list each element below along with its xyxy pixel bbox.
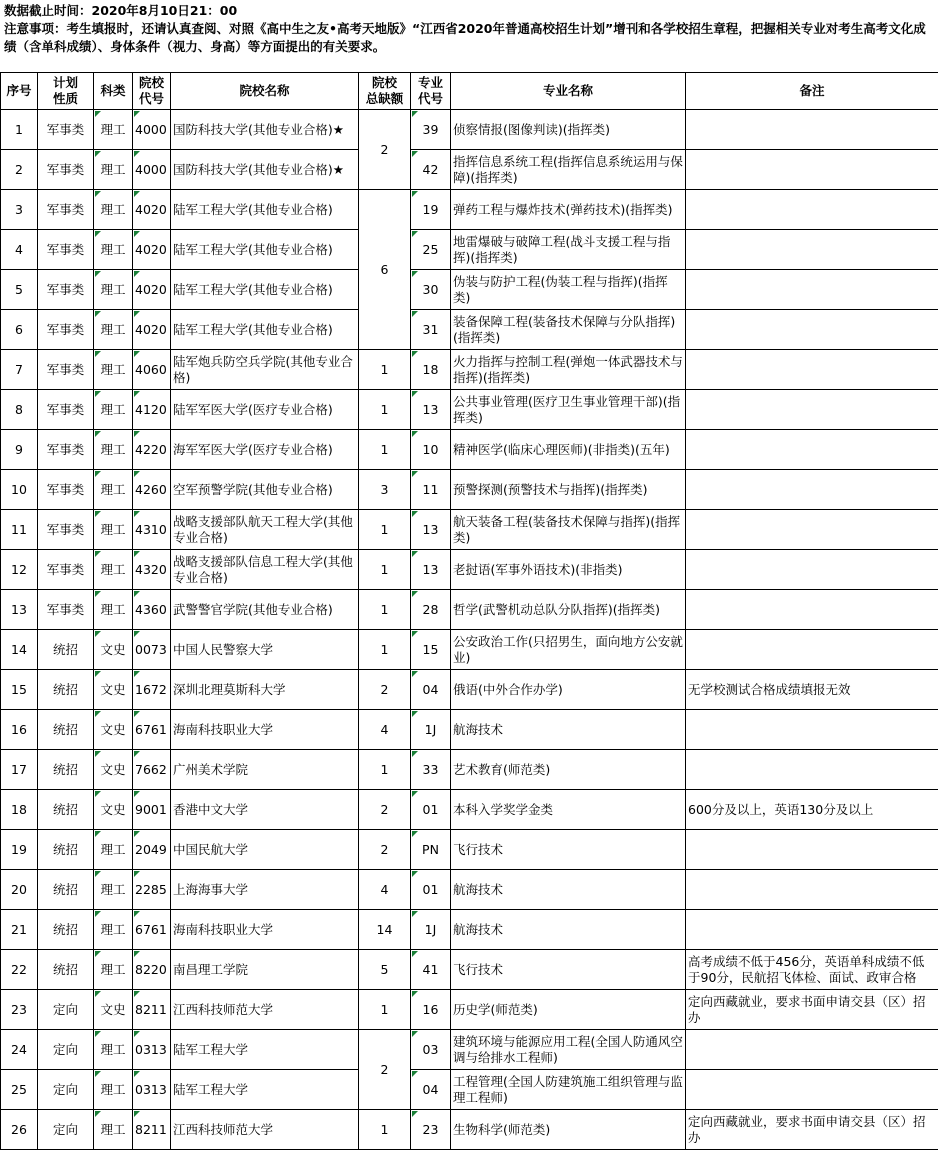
major-name-cell: 公共事业管理(医疗卫生事业管理干部)(指挥类): [451, 390, 686, 430]
category-cell: 理工: [94, 830, 133, 870]
school-name-cell: 国防科技大学(其他专业合格)★: [171, 150, 359, 190]
plan-nature-cell: 定向: [38, 1070, 94, 1110]
major-name-cell: 装备保障工程(装备技术保障与分队指挥)(指挥类): [451, 310, 686, 350]
major-code-cell: 18: [411, 350, 451, 390]
category-cell: 理工: [94, 910, 133, 950]
total-gap-cell: 1: [359, 630, 411, 670]
plan-nature-cell: 军事类: [38, 150, 94, 190]
category-cell: 理工: [94, 1030, 133, 1070]
plan-nature-cell: 统招: [38, 830, 94, 870]
plan-nature-cell: 军事类: [38, 510, 94, 550]
major-name-cell: 生物科学(师范类): [451, 1110, 686, 1150]
note-cell: [686, 630, 938, 670]
major-name-cell: 飞行技术: [451, 950, 686, 990]
plan-nature-cell: 军事类: [38, 310, 94, 350]
school-code-cell: 6761: [133, 910, 171, 950]
table-row: [1, 1070, 938, 1110]
note-cell: 无学校测试合格成绩填报无效: [686, 670, 938, 710]
column-header-category: 科类: [94, 73, 133, 110]
plan-nature-cell: 定向: [38, 990, 94, 1030]
school-code-cell: 4020: [133, 190, 171, 230]
major-code-cell: 16: [411, 990, 451, 1030]
major-code-cell: 1J: [411, 710, 451, 750]
total-gap-cell: 2: [359, 670, 411, 710]
school-code-cell: 7662: [133, 750, 171, 790]
note-cell: [686, 510, 938, 550]
plan-nature-cell: 定向: [38, 1030, 94, 1070]
school-code-cell: 4120: [133, 390, 171, 430]
row-number-cell: 26: [1, 1110, 38, 1150]
table-row: [1, 230, 938, 270]
school-name-cell: 空军预警学院(其他专业合格): [171, 470, 359, 510]
row-number-cell: 17: [1, 750, 38, 790]
note-cell: [686, 190, 938, 230]
major-code-cell: 04: [411, 1070, 451, 1110]
major-code-cell: 39: [411, 110, 451, 150]
major-code-cell: 13: [411, 390, 451, 430]
major-name-cell: 公安政治工作(只招男生，面向地方公安就业): [451, 630, 686, 670]
column-header-no: 序号: [1, 73, 38, 110]
major-name-cell: 精神医学(临床心理医师)(非指类)(五年): [451, 430, 686, 470]
row-number-cell: 1: [1, 110, 38, 150]
plan-nature-cell: 军事类: [38, 390, 94, 430]
major-code-cell: 28: [411, 590, 451, 630]
school-name-cell: 海军军医大学(医疗专业合格): [171, 430, 359, 470]
category-cell: 理工: [94, 190, 133, 230]
note-cell: 定向西藏就业，要求书面申请交县（区）招办: [686, 1110, 938, 1150]
school-name-cell: 江西科技师范大学: [171, 1110, 359, 1150]
row-number-cell: 3: [1, 190, 38, 230]
table-row: [1, 390, 938, 430]
plan-nature-cell: 军事类: [38, 190, 94, 230]
major-name-cell: 飞行技术: [451, 830, 686, 870]
row-number-cell: 7: [1, 350, 38, 390]
school-name-cell: 中国人民警察大学: [171, 630, 359, 670]
major-code-cell: 13: [411, 550, 451, 590]
total-gap-cell: 3: [359, 470, 411, 510]
school-code-cell: 4000: [133, 110, 171, 150]
category-cell: 理工: [94, 870, 133, 910]
plan-nature-cell: 统招: [38, 790, 94, 830]
plan-nature-cell: 军事类: [38, 110, 94, 150]
major-code-cell: 31: [411, 310, 451, 350]
table-row: [1, 670, 938, 710]
school-code-cell: 8220: [133, 950, 171, 990]
table-row: [1, 990, 938, 1030]
school-code-cell: 4360: [133, 590, 171, 630]
category-cell: 理工: [94, 150, 133, 190]
plan-nature-cell: 军事类: [38, 270, 94, 310]
school-code-cell: 8211: [133, 1110, 171, 1150]
row-number-cell: 18: [1, 790, 38, 830]
note-cell: [686, 590, 938, 630]
total-gap-cell: 1: [359, 430, 411, 470]
note-cell: [686, 550, 938, 590]
plan-nature-cell: 统招: [38, 870, 94, 910]
school-code-cell: 4220: [133, 430, 171, 470]
category-cell: 理工: [94, 510, 133, 550]
table-row: [1, 430, 938, 470]
table-row: [1, 310, 938, 350]
plan-nature-cell: 军事类: [38, 590, 94, 630]
major-name-cell: 历史学(师范类): [451, 990, 686, 1030]
school-code-cell: 2049: [133, 830, 171, 870]
row-number-cell: 19: [1, 830, 38, 870]
row-number-cell: 5: [1, 270, 38, 310]
major-code-cell: 15: [411, 630, 451, 670]
plan-nature-cell: 统招: [38, 750, 94, 790]
note-cell: [686, 830, 938, 870]
row-number-cell: 16: [1, 710, 38, 750]
note-cell: [686, 1030, 938, 1070]
plan-nature-cell: 军事类: [38, 230, 94, 270]
plan-nature-cell: 统招: [38, 670, 94, 710]
row-number-cell: 8: [1, 390, 38, 430]
total-gap-cell: 2: [359, 110, 411, 190]
school-name-cell: 国防科技大学(其他专业合格)★: [171, 110, 359, 150]
total-gap-cell: 2: [359, 830, 411, 870]
table-row: [1, 470, 938, 510]
total-gap-cell: 1: [359, 390, 411, 430]
table-row: [1, 350, 938, 390]
table-row: [1, 1110, 938, 1150]
column-header-total-gap: 院校 总缺额: [359, 73, 411, 110]
major-code-cell: 30: [411, 270, 451, 310]
total-gap-cell: 1: [359, 510, 411, 550]
category-cell: 理工: [94, 1070, 133, 1110]
major-code-cell: 42: [411, 150, 451, 190]
total-gap-cell: 1: [359, 350, 411, 390]
table-row: [1, 950, 938, 990]
row-number-cell: 4: [1, 230, 38, 270]
row-number-cell: 13: [1, 590, 38, 630]
major-name-cell: 地雷爆破与破障工程(战斗支援工程与指挥)(指挥类): [451, 230, 686, 270]
category-cell: 文史: [94, 710, 133, 750]
major-code-cell: 10: [411, 430, 451, 470]
school-code-cell: 0313: [133, 1070, 171, 1110]
row-number-cell: 6: [1, 310, 38, 350]
table-body: [1, 110, 938, 1150]
table-row: [1, 510, 938, 550]
major-name-cell: 航海技术: [451, 710, 686, 750]
column-header-major-name: 专业名称: [451, 73, 686, 110]
major-name-cell: 预警探测(预警技术与指挥)(指挥类): [451, 470, 686, 510]
major-code-cell: 11: [411, 470, 451, 510]
major-code-cell: 03: [411, 1030, 451, 1070]
table-row: [1, 190, 938, 230]
school-name-cell: 陆军工程大学(其他专业合格): [171, 310, 359, 350]
major-name-cell: 航海技术: [451, 870, 686, 910]
category-cell: 理工: [94, 590, 133, 630]
category-cell: 文史: [94, 750, 133, 790]
table-row: [1, 790, 938, 830]
school-name-cell: 陆军工程大学: [171, 1030, 359, 1070]
school-code-cell: 0073: [133, 630, 171, 670]
plan-nature-cell: 军事类: [38, 430, 94, 470]
row-number-cell: 21: [1, 910, 38, 950]
total-gap-cell: 1: [359, 750, 411, 790]
major-code-cell: 01: [411, 870, 451, 910]
category-cell: 文史: [94, 990, 133, 1030]
plan-nature-cell: 统招: [38, 950, 94, 990]
category-cell: 文史: [94, 670, 133, 710]
category-cell: 文史: [94, 630, 133, 670]
school-code-cell: 6761: [133, 710, 171, 750]
table-row: [1, 270, 938, 310]
note-cell: [686, 430, 938, 470]
school-name-cell: 战略支援部队信息工程大学(其他专业合格): [171, 550, 359, 590]
total-gap-cell: 4: [359, 710, 411, 750]
table-row: [1, 550, 938, 590]
school-code-cell: 4020: [133, 230, 171, 270]
table-row: [1, 750, 938, 790]
category-cell: 理工: [94, 270, 133, 310]
row-number-cell: 2: [1, 150, 38, 190]
table-row: [1, 150, 938, 190]
major-code-cell: 04: [411, 670, 451, 710]
major-name-cell: 弹药工程与爆炸技术(弹药技术)(指挥类): [451, 190, 686, 230]
note-cell: [686, 1070, 938, 1110]
admission-plan-table: [0, 72, 938, 1150]
school-name-cell: 陆军炮兵防空兵学院(其他专业合格): [171, 350, 359, 390]
school-name-cell: 海南科技职业大学: [171, 910, 359, 950]
note-cell: 定向西藏就业，要求书面申请交县（区）招办: [686, 990, 938, 1030]
major-code-cell: 13: [411, 510, 451, 550]
category-cell: 理工: [94, 230, 133, 270]
school-name-cell: 深圳北理莫斯科大学: [171, 670, 359, 710]
note-cell: 高考成绩不低于456分，英语单科成绩不低于90分，民航招飞体检、面试、政审合格: [686, 950, 938, 990]
school-name-cell: 陆军工程大学: [171, 1070, 359, 1110]
school-code-cell: 4260: [133, 470, 171, 510]
total-gap-cell: 2: [359, 790, 411, 830]
major-code-cell: 23: [411, 1110, 451, 1150]
note-cell: [686, 910, 938, 950]
note-cell: [686, 390, 938, 430]
school-code-cell: 4320: [133, 550, 171, 590]
major-code-cell: 01: [411, 790, 451, 830]
table-row: [1, 110, 938, 150]
school-name-cell: 南昌理工学院: [171, 950, 359, 990]
note-cell: [686, 110, 938, 150]
row-number-cell: 23: [1, 990, 38, 1030]
school-name-cell: 战略支援部队航天工程大学(其他专业合格): [171, 510, 359, 550]
school-code-cell: 2285: [133, 870, 171, 910]
table-row: [1, 630, 938, 670]
table-row: [1, 830, 938, 870]
major-name-cell: 工程管理(全国人防建筑施工组织管理与监理工程师): [451, 1070, 686, 1110]
note-cell: [686, 150, 938, 190]
row-number-cell: 20: [1, 870, 38, 910]
row-number-cell: 9: [1, 430, 38, 470]
column-header-school-name: 院校名称: [171, 73, 359, 110]
major-name-cell: 航海技术: [451, 910, 686, 950]
row-number-cell: 14: [1, 630, 38, 670]
school-code-cell: 4020: [133, 270, 171, 310]
note-cell: [686, 230, 938, 270]
school-name-cell: 陆军工程大学(其他专业合格): [171, 190, 359, 230]
major-name-cell: 老挝语(军事外语技术)(非指类): [451, 550, 686, 590]
major-code-cell: 25: [411, 230, 451, 270]
school-name-cell: 上海海事大学: [171, 870, 359, 910]
total-gap-cell: 4: [359, 870, 411, 910]
category-cell: 文史: [94, 790, 133, 830]
total-gap-cell: 2: [359, 1030, 411, 1110]
category-cell: 理工: [94, 1110, 133, 1150]
plan-nature-cell: 统招: [38, 910, 94, 950]
school-code-cell: 4020: [133, 310, 171, 350]
school-code-cell: 8211: [133, 990, 171, 1030]
table-row: [1, 590, 938, 630]
school-code-cell: 9001: [133, 790, 171, 830]
major-name-cell: 伪装与防护工程(伪装工程与指挥)(指挥类): [451, 270, 686, 310]
school-name-cell: 江西科技师范大学: [171, 990, 359, 1030]
row-number-cell: 25: [1, 1070, 38, 1110]
row-number-cell: 12: [1, 550, 38, 590]
category-cell: 理工: [94, 430, 133, 470]
category-cell: 理工: [94, 390, 133, 430]
note-cell: [686, 710, 938, 750]
category-cell: 理工: [94, 310, 133, 350]
school-name-cell: 香港中文大学: [171, 790, 359, 830]
major-name-cell: 艺术教育(师范类): [451, 750, 686, 790]
major-code-cell: 1J: [411, 910, 451, 950]
column-header-nature: 计划 性质: [38, 73, 94, 110]
school-code-cell: 4000: [133, 150, 171, 190]
school-name-cell: 陆军工程大学(其他专业合格): [171, 270, 359, 310]
major-code-cell: 33: [411, 750, 451, 790]
major-code-cell: 19: [411, 190, 451, 230]
column-header-major-code: 专业 代号: [411, 73, 451, 110]
row-number-cell: 15: [1, 670, 38, 710]
deadline-text: 数据截止时间：2020年8月10日21：00: [4, 3, 238, 18]
school-name-cell: 海南科技职业大学: [171, 710, 359, 750]
note-cell: [686, 350, 938, 390]
school-name-cell: 陆军军医大学(医疗专业合格): [171, 390, 359, 430]
school-code-cell: 4310: [133, 510, 171, 550]
school-name-cell: 广州美术学院: [171, 750, 359, 790]
total-gap-cell: 1: [359, 550, 411, 590]
note-cell: [686, 870, 938, 910]
note-cell: 600分及以上，英语130分及以上: [686, 790, 938, 830]
note-cell: [686, 470, 938, 510]
note-cell: [686, 750, 938, 790]
note-cell: [686, 310, 938, 350]
table-row: [1, 910, 938, 950]
notice-text: 注意事项：考生填报时，还请认真查阅、对照《高中生之友•高考天地版》“江西省2020年普通高校招生计划”增刊和各学校招生章程，把握相关专业对考生高考文化成绩（含单科成绩）、身体条件（视力、身高）等方面提出的有关要求。: [4, 21, 926, 54]
row-number-cell: 11: [1, 510, 38, 550]
plan-nature-cell: 定向: [38, 1110, 94, 1150]
major-name-cell: 侦察情报(图像判读)(指挥类): [451, 110, 686, 150]
school-code-cell: 4060: [133, 350, 171, 390]
column-header-school-code: 院校 代号: [133, 73, 171, 110]
major-code-cell: 41: [411, 950, 451, 990]
major-name-cell: 建筑环境与能源应用工程(全国人防通风空调与给排水工程师): [451, 1030, 686, 1070]
total-gap-cell: 14: [359, 910, 411, 950]
category-cell: 理工: [94, 950, 133, 990]
major-name-cell: 火力指挥与控制工程(弹炮一体武器技术与指挥)(指挥类): [451, 350, 686, 390]
table-row: [1, 870, 938, 910]
total-gap-cell: 6: [359, 190, 411, 350]
school-name-cell: 陆军工程大学(其他专业合格): [171, 230, 359, 270]
row-number-cell: 10: [1, 470, 38, 510]
total-gap-cell: 1: [359, 990, 411, 1030]
total-gap-cell: 1: [359, 590, 411, 630]
table-header: [1, 73, 938, 110]
column-header-note: 备注: [686, 73, 938, 110]
table-row: [1, 710, 938, 750]
school-name-cell: 武警警官学院(其他专业合格): [171, 590, 359, 630]
total-gap-cell: 1: [359, 1110, 411, 1150]
plan-nature-cell: 统招: [38, 710, 94, 750]
category-cell: 理工: [94, 110, 133, 150]
category-cell: 理工: [94, 470, 133, 510]
plan-nature-cell: 军事类: [38, 470, 94, 510]
major-name-cell: 本科入学奖学金类: [451, 790, 686, 830]
school-code-cell: 1672: [133, 670, 171, 710]
category-cell: 理工: [94, 350, 133, 390]
row-number-cell: 22: [1, 950, 38, 990]
major-name-cell: 哲学(武警机动总队分队指挥)(指挥类): [451, 590, 686, 630]
row-number-cell: 24: [1, 1030, 38, 1070]
plan-nature-cell: 军事类: [38, 550, 94, 590]
total-gap-cell: 5: [359, 950, 411, 990]
school-code-cell: 0313: [133, 1030, 171, 1070]
major-code-cell: PN: [411, 830, 451, 870]
table-row: [1, 1030, 938, 1070]
note-cell: [686, 270, 938, 310]
plan-nature-cell: 军事类: [38, 350, 94, 390]
plan-nature-cell: 统招: [38, 630, 94, 670]
major-name-cell: 俄语(中外合作办学): [451, 670, 686, 710]
major-name-cell: 航天装备工程(装备技术保障与指挥)(指挥类): [451, 510, 686, 550]
school-name-cell: 中国民航大学: [171, 830, 359, 870]
major-name-cell: 指挥信息系统工程(指挥信息系统运用与保障)(指挥类): [451, 150, 686, 190]
category-cell: 理工: [94, 550, 133, 590]
